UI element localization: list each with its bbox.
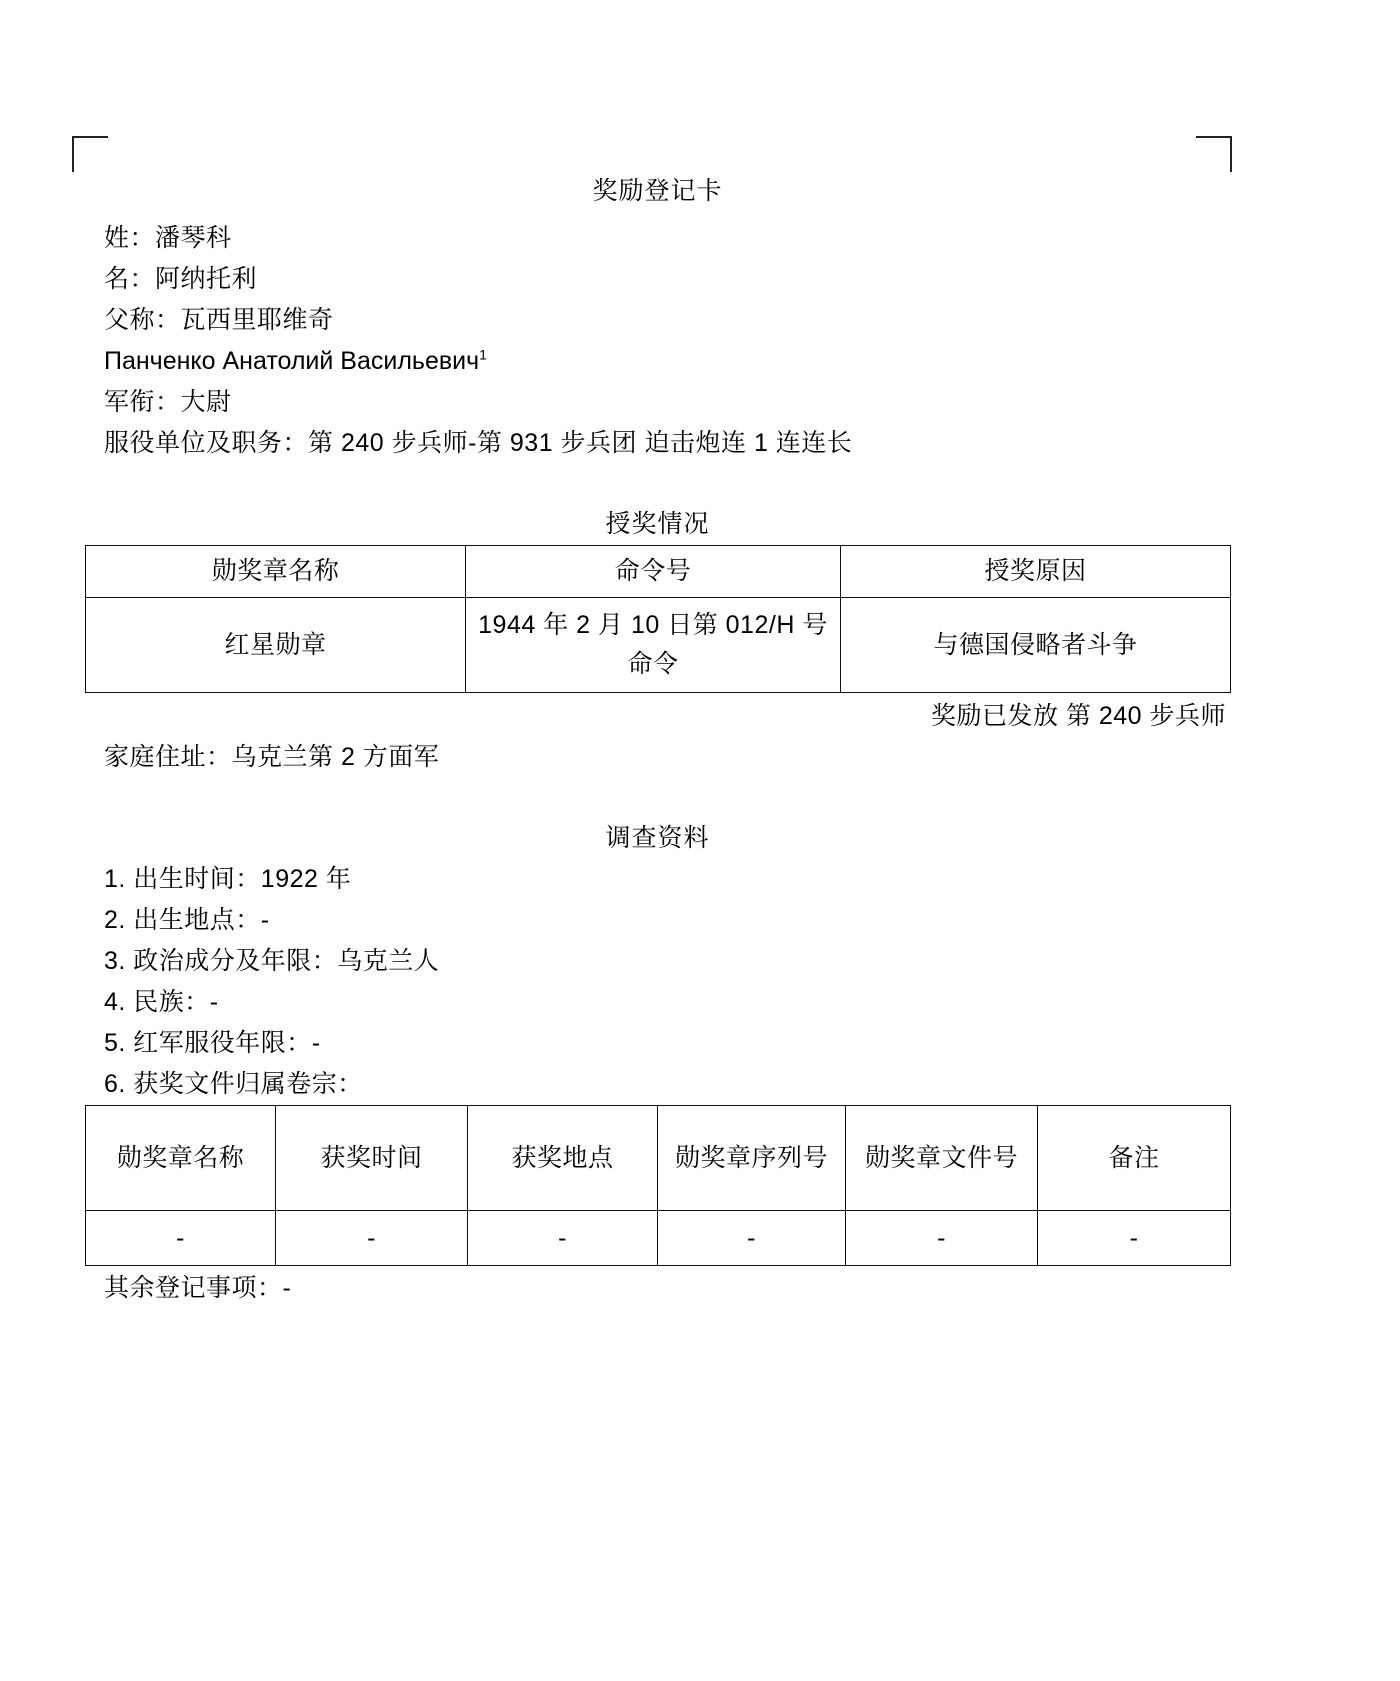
field-surname — [85, 218, 1230, 259]
awards-col-header-order: 命令号 — [466, 546, 841, 598]
field-home-address — [85, 737, 1230, 778]
survey-section-heading: 调查资料 — [605, 824, 710, 852]
field-patronymic-label: 父称： — [104, 306, 181, 334]
field-rank-label: 军衔： — [104, 388, 181, 416]
archive-cell-docnum: - — [846, 1211, 1038, 1266]
page-title: 奖励登记卡 — [592, 177, 723, 205]
table-row — [86, 1211, 1231, 1266]
field-rank — [85, 382, 1230, 423]
field-other-entries-label: 其余登记事项： — [104, 1274, 283, 1302]
awards-table — [85, 545, 1231, 693]
survey-item-ethnicity: 4. 民族：- — [104, 988, 219, 1016]
table-row — [86, 598, 1231, 693]
field-given-name — [85, 259, 1230, 300]
awards-issued-note: 奖励已发放 第 240 步兵师 — [930, 702, 1226, 730]
archive-cell-date: - — [276, 1211, 468, 1266]
field-russian-name — [85, 341, 1230, 382]
field-other-entries — [85, 1266, 1230, 1310]
survey-item-political-status: 3. 政治成分及年限：乌克兰人 — [104, 947, 440, 975]
archive-col-header-remark: 备注 — [1038, 1106, 1231, 1211]
survey-item-award-file: 6. 获奖文件归属卷宗： — [104, 1070, 363, 1098]
footnote-marker: 1 — [479, 346, 487, 363]
archive-cell-serial: - — [658, 1211, 846, 1266]
archive-cell-place: - — [468, 1211, 658, 1266]
field-russian-name-value: Панченко Анатолий Васильевич — [104, 347, 480, 375]
field-other-entries-value: - — [282, 1274, 292, 1302]
field-surname-label: 姓： — [104, 224, 156, 252]
survey-item-birth-year: 1. 出生时间：1922 年 — [104, 865, 352, 893]
archive-col-header-place: 获奖地点 — [468, 1106, 658, 1211]
field-given-name-label: 名： — [104, 265, 156, 293]
archive-cell-name: - — [86, 1211, 276, 1266]
field-unit-position-label: 服役单位及职务： — [104, 429, 309, 457]
awards-cell-order: 1944 年 2 月 10 日第 012/H 号命令 — [466, 598, 841, 693]
archive-cell-remark: - — [1038, 1211, 1231, 1266]
field-unit-position — [85, 423, 1230, 464]
survey-item-birth-place: 2. 出生地点：- — [104, 906, 270, 934]
field-home-address-value: 乌克兰第 2 方面军 — [231, 743, 440, 771]
table-header-row — [86, 1106, 1231, 1211]
archive-col-header-docnum: 勋奖章文件号 — [846, 1106, 1038, 1211]
awards-col-header-name: 勋奖章名称 — [86, 546, 466, 598]
archive-col-header-serial: 勋奖章序列号 — [658, 1106, 846, 1211]
awards-cell-reason: 与德国侵略者斗争 — [841, 598, 1231, 693]
spacer — [85, 778, 1230, 818]
spacer — [85, 464, 1230, 504]
field-patronymic — [85, 300, 1230, 341]
field-unit-position-value: 第 240 步兵师-第 931 步兵团 迫击炮连 1 连连长 — [308, 429, 853, 457]
crop-mark-top-left — [72, 136, 108, 172]
field-surname-value: 潘琴科 — [155, 224, 232, 252]
field-given-name-value: 阿纳托利 — [155, 265, 258, 293]
archive-col-header-date: 获奖时间 — [276, 1106, 468, 1211]
field-patronymic-value: 瓦西里耶维奇 — [180, 306, 334, 334]
document-content — [85, 170, 1230, 1310]
survey-item-red-army-service: 5. 红军服役年限：- — [104, 1029, 321, 1057]
archive-col-header-name: 勋奖章名称 — [86, 1106, 276, 1211]
table-header-row — [86, 546, 1231, 598]
field-rank-value: 大尉 — [180, 388, 232, 416]
crop-mark-top-right — [1196, 136, 1232, 172]
awards-col-header-reason: 授奖原因 — [841, 546, 1231, 598]
field-home-address-label: 家庭住址： — [104, 743, 232, 771]
archive-table — [85, 1105, 1231, 1266]
awards-cell-name: 红星勋章 — [86, 598, 466, 693]
awards-section-heading: 授奖情况 — [605, 510, 710, 538]
